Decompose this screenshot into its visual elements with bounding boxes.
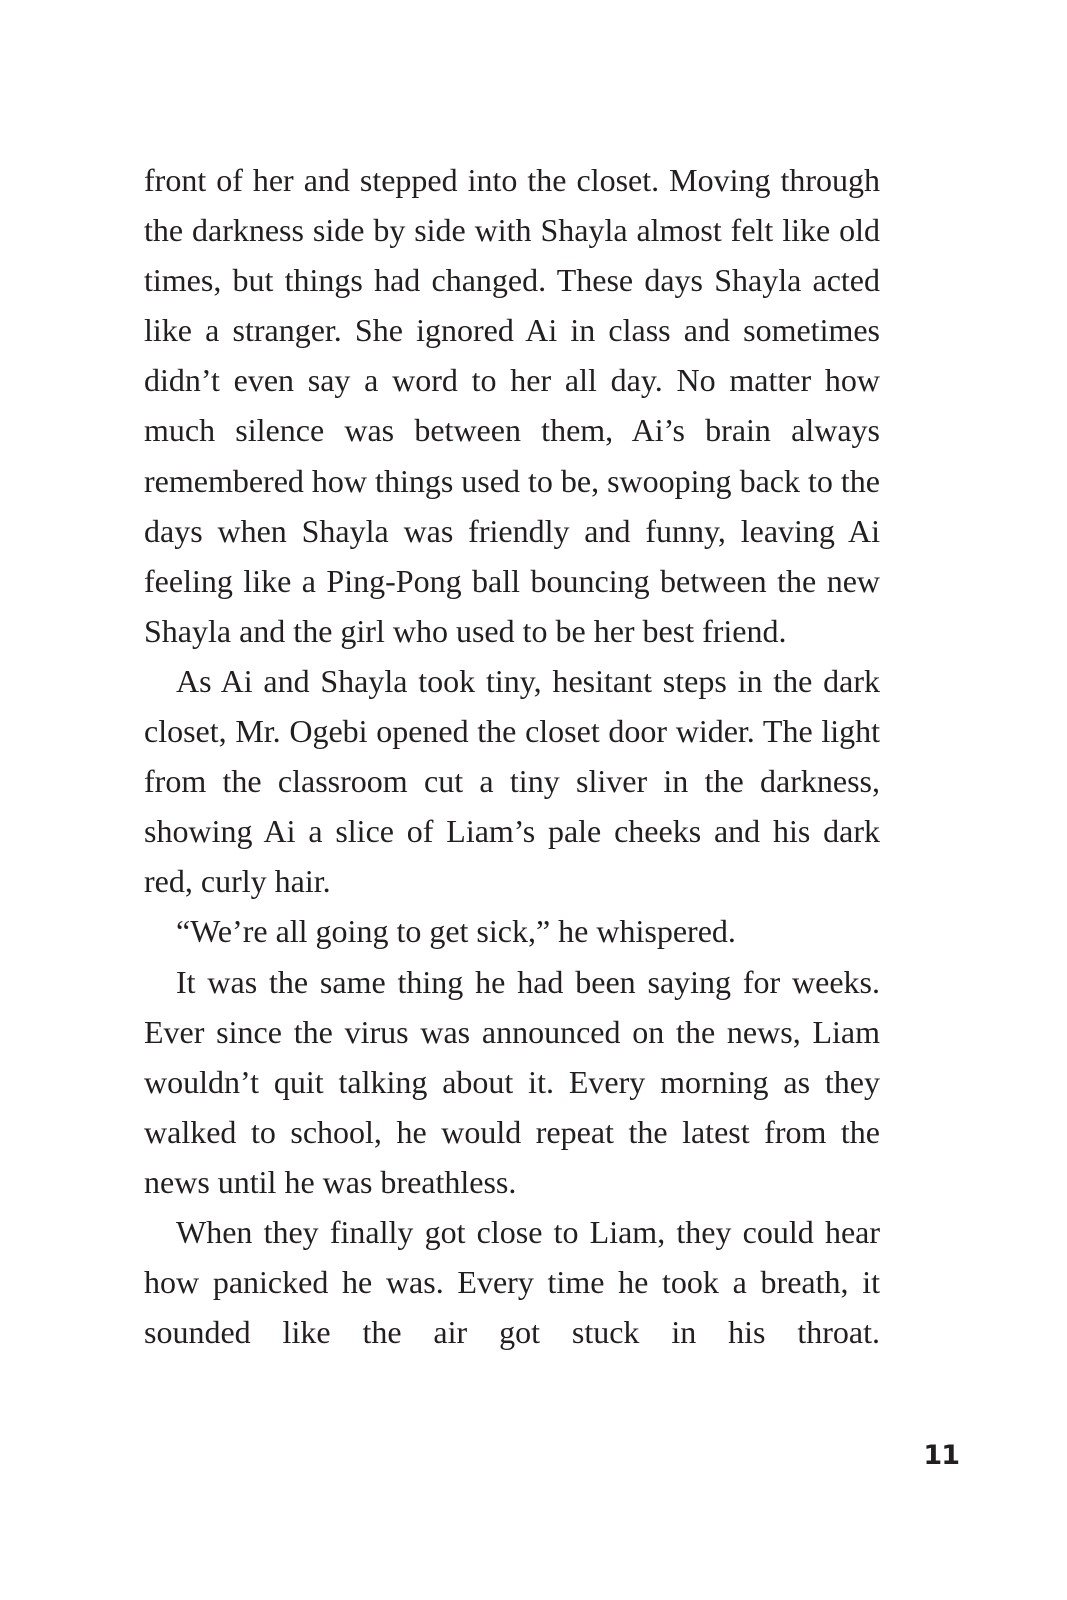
paragraph-2: As Ai and Shayla took tiny, hesitant steps in the dark closet, Mr. Ogebi opened the closet door wider. The light from the classroom cut a tiny sliver in the darkness, showing Ai a slice of Liam’s pale cheeks and his dark red, curly hair.	[144, 662, 880, 900]
paragraph-4: It was the same thing he had been saying for weeks. Ever since the virus was announced on the news, Liam wouldn’t quit talking about it. Every morning as they walked to school, he would repeat the latest from the news until he was breathless.	[144, 963, 880, 1200]
page-number: 11	[923, 1440, 959, 1471]
body-text	[144, 155, 880, 1357]
paragraph-1: front of her and stepped into the closet. Moving through the darkness side by side with Shayla almost felt like old times, but things had changed. These days Shayla acted like a stranger. She ignored Ai in class and sometimes didn’t even say a word to her all day. No matter how much silence was between them, Ai’s brain always remembered how things used to be, swooping back to the days when Shayla was friendly and funny, leaving Ai feeling like a Ping-Pong ball bouncing between the new Shayla and the girl who used to be her best friend.	[144, 162, 880, 649]
paragraph-3: “We’re all going to get sick,” he whispered.	[176, 913, 736, 950]
paragraph-5: When they finally got close to Liam, they could hear how panicked he was. Every time he took a breath, it sounded like the air got stuck in his throat.	[144, 1213, 880, 1351]
